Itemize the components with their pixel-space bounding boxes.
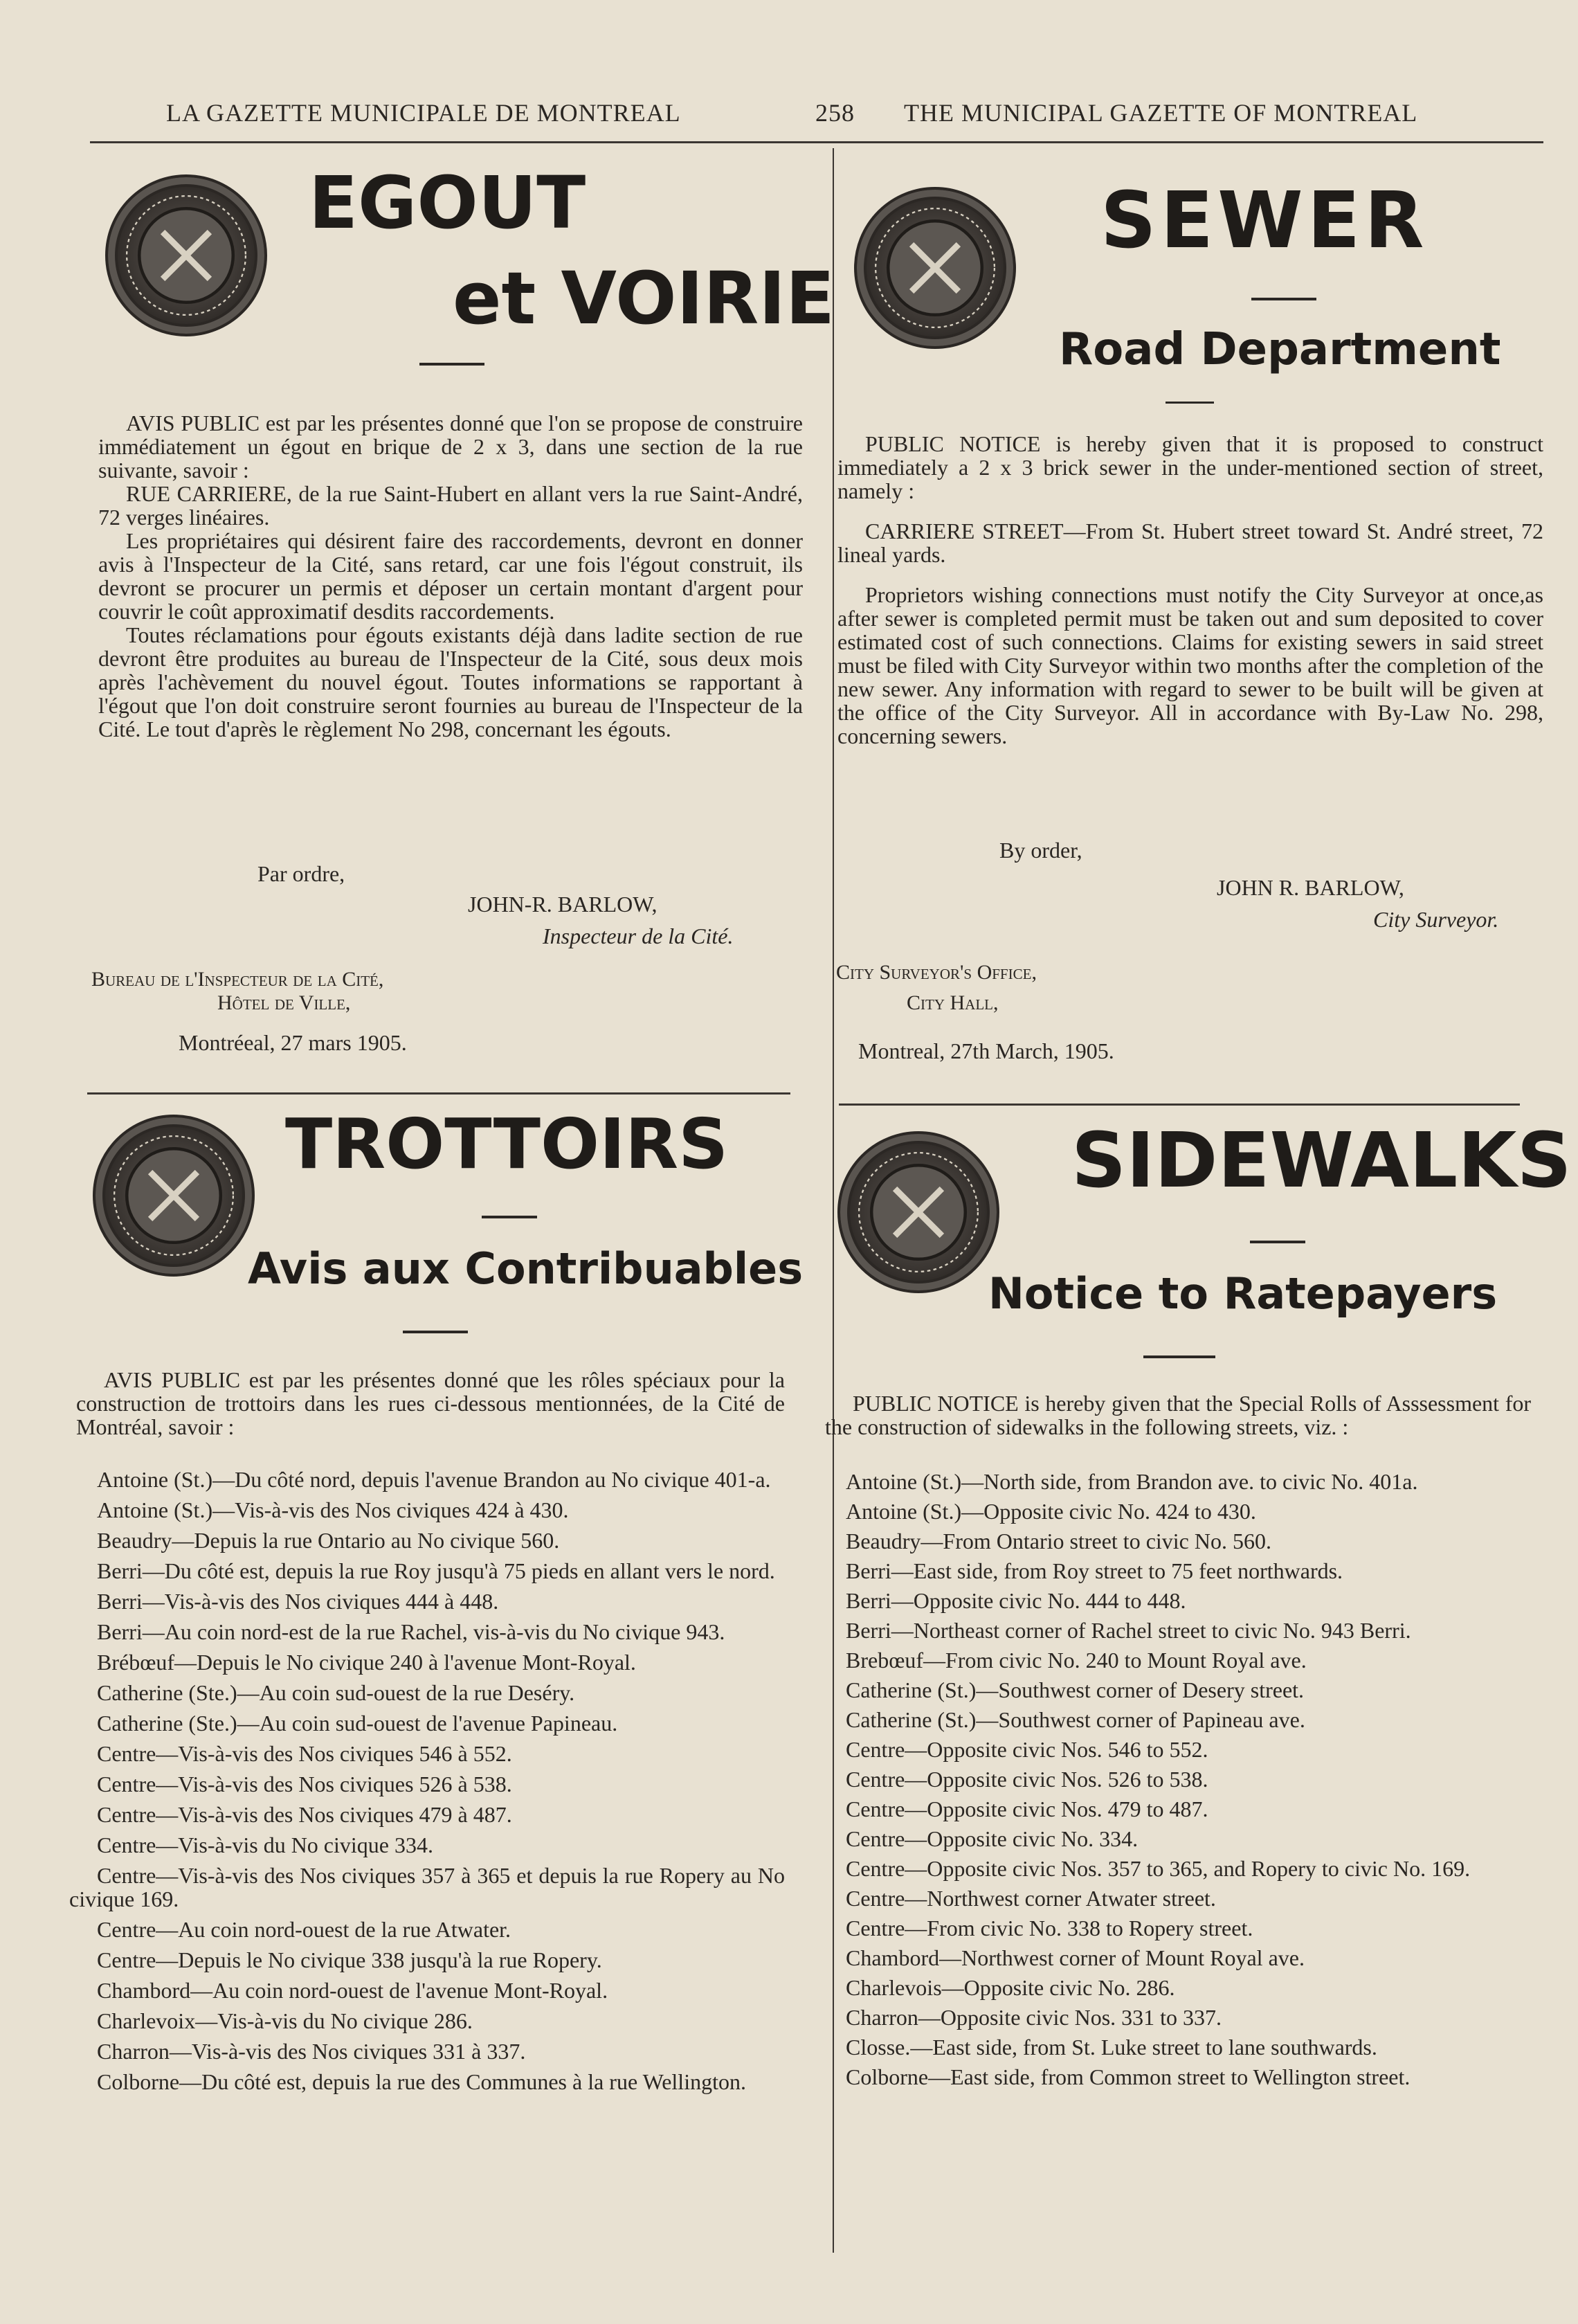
egout-paragraph: Les propriétaires qui désirent faire des raccordements, devront en donner avis à l'Inspecteur de la Cité, sans retard, car une fois l'égout construit, ils devront se procurer un permis et déposer un certain montant d'argent pour couvrir le coût approximatif desdits raccordements. <box>98 528 803 624</box>
list-item: Berri—East side, from Roy street to 75 feet northwards. <box>846 1558 1343 1583</box>
page-number: 258 <box>815 99 855 127</box>
list-item: Centre—Opposite civic Nos. 357 to 365, and Ropery to civic No. 169. <box>846 1856 1471 1881</box>
list-item: Berri—Du côté est, depuis la rue Roy jusqu'à 75 pieds en allant vers le nord. <box>97 1558 775 1583</box>
egout-paragraph: RUE CARRIERE, de la rue Saint-Hubert en allant vers la rue Saint-André, 72 verges linéaires. <box>98 481 803 530</box>
sidewalks-list <box>818 1470 1531 2096</box>
egout-date: Montréeal, 27 mars 1905. <box>179 1030 407 1055</box>
sewer-date: Montreal, 27th March, 1905. <box>858 1038 1114 1063</box>
list-item: Antoine (St.)—Vis-à-vis des Nos civiques 424 à 430. <box>97 1497 569 1522</box>
sewer-body <box>837 432 1543 748</box>
list-item: Centre—Vis-à-vis des Nos civiques 479 à 487. <box>97 1802 512 1827</box>
list-item: Centre—Vis-à-vis du No civique 334. <box>97 1832 433 1857</box>
header-right: THE MUNICIPAL GAZETTE OF MONTREAL <box>904 99 1418 127</box>
egout-paragraph: AVIS PUBLIC est par les présentes donné que l'on se propose de construire immédiatement un égout en brique de 2 x 3, dans une section de la rue suivante, savoir : <box>98 411 803 483</box>
list-item: Catherine (Ste.)—Au coin sud-ouest de l'avenue Papineau. <box>97 1711 618 1736</box>
list-item: Charron—Opposite civic Nos. 331 to 337. <box>846 2005 1222 2030</box>
egout-subtitle: et VOIRIE <box>453 256 835 341</box>
sidewalks-intro <box>825 1391 1531 1439</box>
list-item: Centre—Vis-à-vis des Nos civiques 546 à 552. <box>97 1741 512 1766</box>
divider-dash <box>482 1216 537 1218</box>
list-item: Centre—From civic No. 338 to Ropery street. <box>846 1916 1253 1940</box>
egout-office: Hôtel de Ville, <box>217 991 351 1014</box>
sewer-by-order: By order, <box>999 838 1082 863</box>
sidewalks-title: SIDEWALKS <box>1071 1116 1572 1205</box>
list-item: Brebœuf—From civic No. 240 to Mount Royal ave. <box>846 1648 1307 1673</box>
sewer-office: City Surveyor's Office, <box>836 961 1037 984</box>
list-item: Antoine (St.)—Du côté nord, depuis l'avenue Brandon au No civique 401-a. <box>97 1467 771 1492</box>
trottoirs-list <box>69 1468 785 2100</box>
list-item: Beaudry—Depuis la rue Ontario au No civique 560. <box>97 1528 560 1553</box>
city-seal-icon <box>105 174 267 336</box>
egout-office: Bureau de l'Inspecteur de la Cité, <box>91 968 384 991</box>
list-item: Catherine (St.)—Southwest corner of Papineau ave. <box>846 1707 1305 1732</box>
sewer-paragraph: Proprietors wishing connections must notify the City Surveyor at once,as after sewer is completed permit must be taken out and sum deposited to cover estimated cost of such connections. Claims for existing sewers in said street must be filed with City Surveyor within two months after the completion of the new sewer. Any information with regard to sewer to be built will be given at the office of the City Surveyor. All in accordance with By-Law No. 298, concerning sewers. <box>837 582 1543 748</box>
sewer-paragraph: PUBLIC NOTICE is hereby given that it is proposed to construct immediately a 2 x 3 brick sewer in the under-mentioned section of street, namely : <box>837 431 1543 503</box>
list-item: Centre—Vis-à-vis des Nos civiques 357 à 365 et depuis la rue Ropery au No civique 169. <box>69 1863 785 1911</box>
sewer-paragraph: CARRIERE STREET—From St. Hubert street toward St. André street, 72 lineal yards. <box>837 519 1543 567</box>
list-item: Centre—Vis-à-vis des Nos civiques 526 à 538. <box>97 1772 512 1796</box>
sidewalks-subtitle: Notice to Ratepayers <box>988 1268 1498 1319</box>
sidewalks-intro-text: PUBLIC NOTICE is hereby given that the Special Rolls of Asssessment for the construction of sidewalks in the following streets, viz. : <box>825 1391 1531 1439</box>
city-seal-icon <box>854 187 1016 349</box>
sewer-subtitle: Road Department <box>1059 324 1501 375</box>
list-item: Charlevois—Opposite civic No. 286. <box>846 1975 1175 2000</box>
list-item: Berri—Vis-à-vis des Nos civiques 444 à 448. <box>97 1589 499 1614</box>
sewer-office: City Hall, <box>907 991 999 1014</box>
egout-paragraph: Toutes réclamations pour égouts existants déjà dans ladite section de rue devront être produites au bureau de l'Inspecteur de la Cité, sous deux mois après l'achèvement du nouvel égout. Toutes informations se rapportant à l'égout que l'on doit construire seront fournies au bureau de l'Inspecteur de la Cité. Le tout d'après le règlement No 298, concernant les égouts. <box>98 622 803 741</box>
list-item: Berri—Au coin nord-est de la rue Rachel, vis-à-vis du No civique 943. <box>97 1619 725 1644</box>
list-item: Chambord—Northwest corner of Mount Royal ave. <box>846 1945 1305 1970</box>
list-item: Centre—Opposite civic Nos. 479 to 487. <box>846 1796 1208 1821</box>
egout-title: EGOUT <box>309 161 586 245</box>
list-item: Charron—Vis-à-vis des Nos civiques 331 à 337. <box>97 2039 526 2064</box>
list-item: Charlevoix—Vis-à-vis du No civique 286. <box>97 2008 473 2033</box>
list-item: Antoine (St.)—North side, from Brandon ave. to civic No. 401a. <box>846 1469 1418 1494</box>
sewer-title: SEWER <box>1100 176 1429 266</box>
header-left: LA GAZETTE MUNICIPALE DE MONTREAL <box>166 99 681 127</box>
divider-dash <box>419 363 484 366</box>
sewer-signer: JOHN R. BARLOW, <box>1217 875 1404 900</box>
list-item: Brébœuf—Depuis le No civique 240 à l'avenue Mont-Royal. <box>97 1650 636 1675</box>
divider-dash <box>1143 1355 1215 1358</box>
list-item: Antoine (St.)—Opposite civic No. 424 to 430. <box>846 1499 1256 1524</box>
section-rule <box>87 1092 790 1095</box>
divider-dash <box>1251 298 1316 300</box>
divider-dash <box>403 1331 468 1333</box>
trottoirs-intro <box>76 1368 785 1439</box>
list-item: Catherine (St.)—Southwest corner of Desery street. <box>846 1677 1305 1702</box>
list-item: Chambord—Au coin nord-ouest de l'avenue Mont-Royal. <box>97 1978 608 2003</box>
list-item: Colborne—East side, from Common street to Wellington street. <box>846 2064 1411 2089</box>
egout-signer: JOHN-R. BARLOW, <box>468 892 658 917</box>
list-item: Berri—Opposite civic No. 444 to 448. <box>846 1588 1186 1613</box>
sewer-signer-title: City Surveyor. <box>1373 907 1499 932</box>
list-item: Centre—Northwest corner Atwater street. <box>846 1886 1216 1911</box>
city-seal-icon <box>837 1131 999 1293</box>
trottoirs-subtitle: Avis aux Contribuables <box>248 1243 804 1294</box>
list-item: Beaudry—From Ontario street to civic No. 560. <box>846 1529 1271 1553</box>
list-item: Closse.—East side, from St. Luke street to lane southwards. <box>846 2035 1377 2060</box>
egout-by-order: Par ordre, <box>257 861 345 886</box>
list-item: Catherine (Ste.)—Au coin sud-ouest de la rue Deséry. <box>97 1680 575 1705</box>
list-item: Berri—Northeast corner of Rachel street to civic No. 943 Berri. <box>846 1618 1411 1643</box>
trottoirs-title: TROTTOIRS <box>285 1104 729 1184</box>
list-item: Centre—Depuis le No civique 338 jusqu'à la rue Ropery. <box>97 1947 602 1972</box>
header-rule <box>90 141 1543 143</box>
list-item: Colborne—Du côté est, depuis la rue des Communes à la rue Wellington. <box>97 2069 746 2094</box>
egout-signer-title: Inspecteur de la Cité. <box>543 924 734 948</box>
section-rule <box>839 1104 1520 1106</box>
trottoirs-intro-text: AVIS PUBLIC est par les présentes donné que les rôles spéciaux pour la construction de trottoirs dans les rues ci-dessous mentionnées, de la Cité de Montréal, savoir : <box>76 1367 785 1439</box>
city-seal-icon <box>93 1115 255 1277</box>
list-item: Centre—Opposite civic Nos. 546 to 552. <box>846 1737 1208 1762</box>
divider-dash <box>1166 402 1214 404</box>
list-item: Centre—Au coin nord-ouest de la rue Atwater. <box>97 1917 511 1942</box>
list-item: Centre—Opposite civic Nos. 526 to 538. <box>846 1767 1208 1792</box>
list-item: Centre—Opposite civic No. 334. <box>846 1826 1139 1851</box>
egout-body <box>98 411 803 741</box>
divider-dash <box>1250 1241 1305 1243</box>
